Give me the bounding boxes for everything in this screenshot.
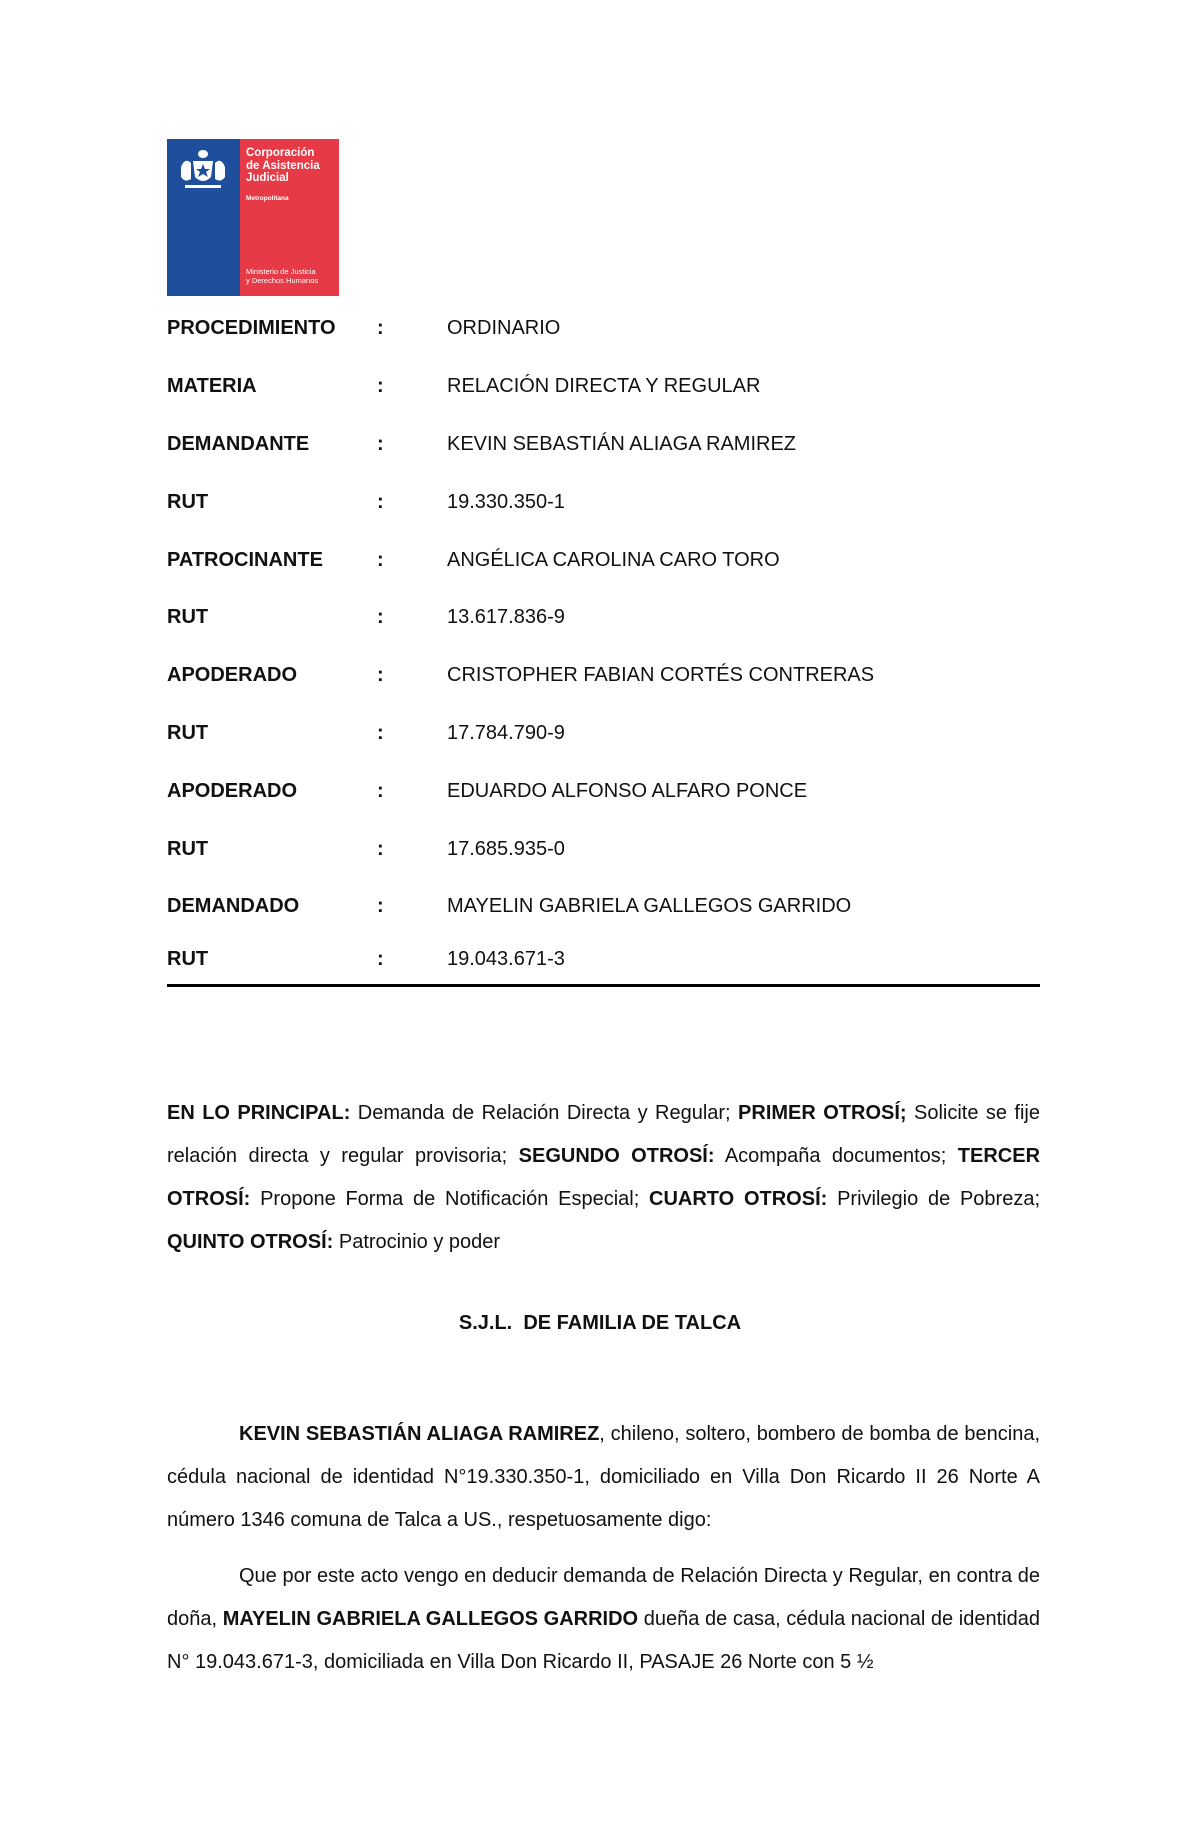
logo-ministry-line-2: y Derechos Humanos <box>246 276 319 285</box>
case-label: PATROCINANTE <box>167 548 323 571</box>
summary-principal-label: EN LO PRINCIPAL: <box>167 1102 351 1124</box>
case-label: DEMANDADO <box>167 895 300 918</box>
logo-blue-panel <box>167 139 240 296</box>
case-value: CRISTOPHER FABIAN CORTÉS CONTRERAS <box>447 664 875 687</box>
case-colon: : <box>377 317 384 340</box>
case-colon: : <box>377 664 384 687</box>
case-colon: : <box>377 948 384 971</box>
logo-subtitle: Metropolitana <box>246 195 289 202</box>
case-row <box>167 762 1040 820</box>
case-row <box>167 705 1040 763</box>
case-row <box>167 589 1040 647</box>
plaintiff-name: KEVIN SEBASTIÁN ALIAGA RAMIREZ <box>239 1423 600 1445</box>
summary-otrosi-1-text: Solicite se fije relación directa y regular provisoria; <box>167 1102 1040 1167</box>
summary-otrosi-3-label: TERCER OTROSÍ: <box>167 1145 1041 1210</box>
case-row <box>167 531 1040 589</box>
paragraph-2-text-end: dueña de casa, cédula nacional de identidad N° 19.043.671-3, domiciliada en Villa Don Ricardo II, PASAJE 26 Norte con 5 ½ <box>167 1608 1040 1673</box>
case-label: RUT <box>167 837 209 860</box>
case-row <box>167 473 1040 531</box>
petition-summary <box>167 1092 1040 1264</box>
court-heading: S.J.L. DE FAMILIA DE TALCA <box>458 1312 742 1334</box>
case-colon: : <box>377 432 384 455</box>
case-colon: : <box>377 375 384 398</box>
summary-principal-text: Demanda de Relación Directa y Regular; <box>350 1102 739 1124</box>
coat-of-arms-icon <box>175 147 231 195</box>
case-value: EDUARDO ALFONSO ALFARO PONCE <box>447 779 808 802</box>
institution-logo <box>167 139 339 296</box>
case-details-table <box>167 300 1040 987</box>
logo-line-1: Corporación <box>246 147 315 159</box>
case-label: RUT <box>167 490 209 513</box>
case-value: KEVIN SEBASTIÁN ALIAGA RAMIREZ <box>447 432 796 455</box>
logo-red-panel <box>240 139 339 296</box>
summary-otrosi-3-text: Propone Forma de Notificación Especial; <box>250 1188 650 1210</box>
case-label: MATERIA <box>167 375 257 398</box>
case-row <box>167 647 1040 705</box>
case-row <box>167 416 1040 474</box>
summary-otrosi-2-text: Acompaña documentos; <box>714 1145 958 1167</box>
case-colon: : <box>377 837 384 860</box>
case-value: 13.617.836-9 <box>447 606 565 629</box>
case-value: MAYELIN GABRIELA GALLEGOS GARRIDO <box>447 895 852 918</box>
case-colon: : <box>377 606 384 629</box>
case-label: PROCEDIMIENTO <box>167 317 336 340</box>
case-value: 17.685.935-0 <box>447 837 565 860</box>
logo-title <box>246 147 320 185</box>
body-paragraph-1 <box>167 1413 1040 1542</box>
case-row <box>167 358 1040 416</box>
body-paragraph-2 <box>167 1555 1040 1684</box>
case-colon: : <box>377 895 384 918</box>
case-label: DEMANDANTE <box>167 432 310 455</box>
case-colon: : <box>377 779 384 802</box>
case-row <box>167 300 1040 358</box>
case-label: APODERADO <box>167 664 298 687</box>
paragraph-2-text-start: Que por este acto vengo en deducir demanda de Relación Directa y Regular, en contra de doña, <box>167 1565 1040 1630</box>
defendant-name: MAYELIN GABRIELA GALLEGOS GARRIDO <box>222 1608 639 1630</box>
logo-ministry <box>246 267 318 285</box>
case-row <box>167 936 1040 984</box>
case-colon: : <box>377 548 384 571</box>
case-value: ORDINARIO <box>447 317 561 340</box>
logo-line-2: de Asistencia <box>246 159 320 172</box>
case-value: 19.330.350-1 <box>447 490 565 513</box>
summary-otrosi-1-label: PRIMER OTROSÍ; <box>738 1102 907 1124</box>
case-label: APODERADO <box>167 779 298 802</box>
summary-otrosi-4-text: Privilegio de Pobreza; <box>827 1188 1041 1210</box>
case-colon: : <box>377 721 384 744</box>
case-value: 19.043.671-3 <box>447 948 565 971</box>
case-row <box>167 820 1040 878</box>
case-label: RUT <box>167 721 209 744</box>
case-value: 17.784.790-9 <box>447 721 565 744</box>
case-value: ANGÉLICA CAROLINA CARO TORO <box>447 548 780 571</box>
paragraph-1-text: , chileno, soltero, bombero de bomba de bencina, cédula nacional de identidad N°19.330.350-1, domiciliado en Villa Don Ricardo II 26 Norte A número 1346 comuna de Talca a US., respetuosamente digo: <box>167 1423 1040 1531</box>
summary-otrosi-2-label: SEGUNDO OTROSÍ: <box>518 1145 715 1167</box>
logo-line-3: Judicial <box>246 172 289 184</box>
case-value: RELACIÓN DIRECTA Y REGULAR <box>447 375 761 398</box>
case-label: RUT <box>167 606 209 629</box>
logo-ministry-line-1: Ministerio de Justicia <box>246 267 316 276</box>
summary-otrosi-5-text: Patrocinio y poder <box>333 1231 501 1253</box>
summary-otrosi-5-label: QUINTO OTROSÍ: <box>167 1231 334 1253</box>
case-label: RUT <box>167 948 209 971</box>
summary-otrosi-4-label: CUARTO OTROSÍ: <box>649 1188 828 1210</box>
case-colon: : <box>377 490 384 513</box>
case-row <box>167 878 1040 936</box>
